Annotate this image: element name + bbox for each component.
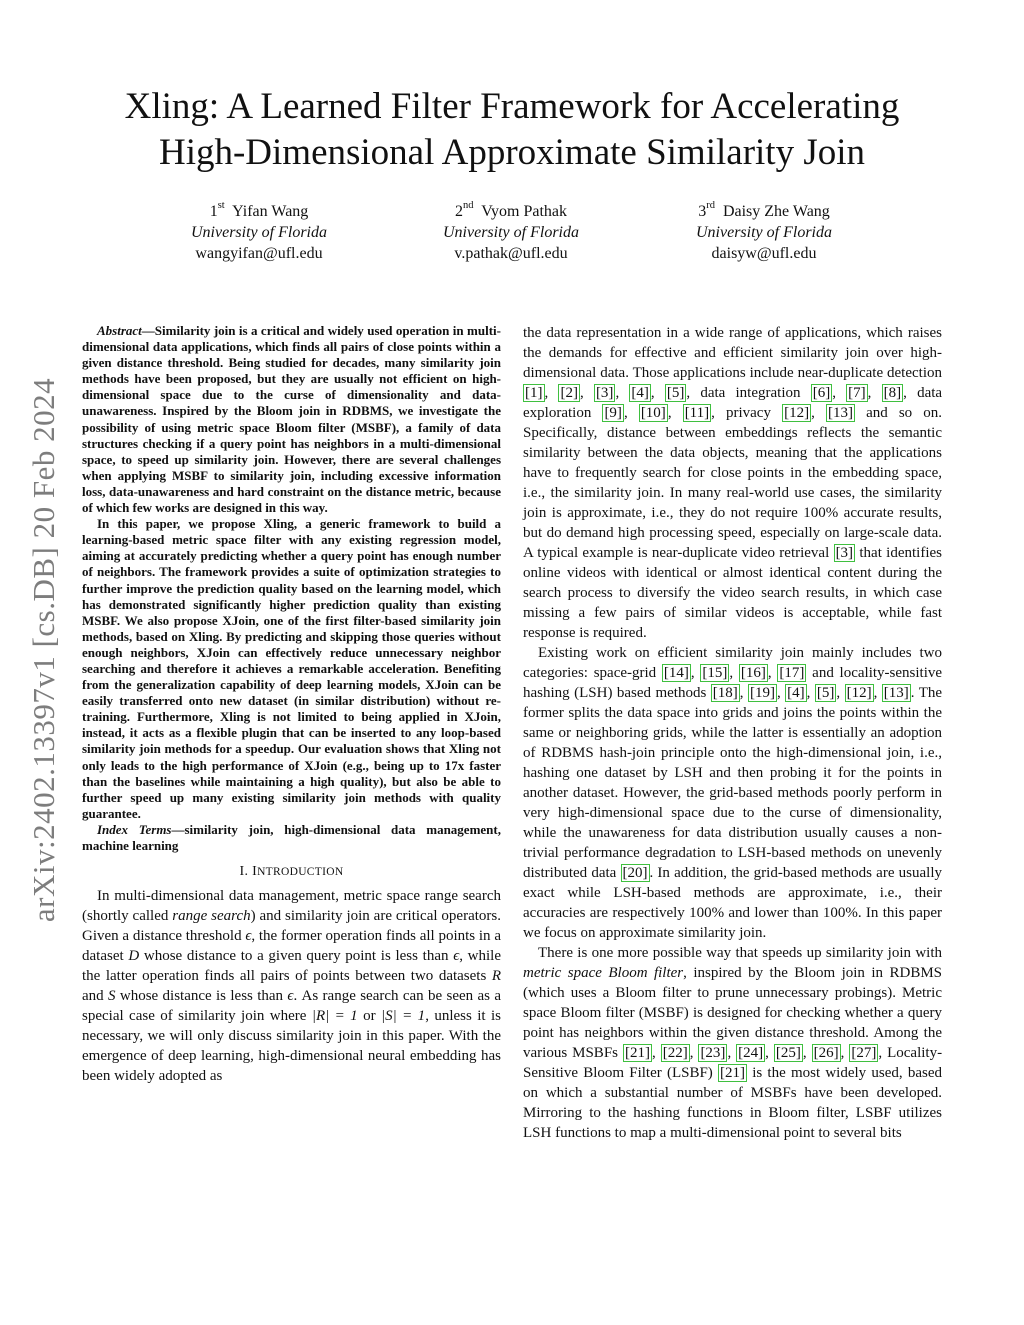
- citation-link[interactable]: [6]: [812, 385, 831, 401]
- right-column: [523, 323, 942, 1143]
- section-numeral: I.: [239, 864, 253, 880]
- abstract-paragraph-2: In this paper, we propose Xling, a generic framework to build a learning-based metric space filter with any existing regression model, aiming at accurately predicting whether a query point has enough number of neighbors. The framework provides a suite of optimization strategies to further improve the prediction quality based on the learning model, which has demonstrated significantly higher prediction quality than existing MSBF. We also propose XJoin, one of the first filter-based similarity join methods, based on Xling. By predicting and skipping those queries without enough neighbors, XJoin can effectively reduce unnecessary neighbor searching and therefore it achieves a remarkable acceleration. Benefiting from the generalization capability of deep learning models, XJoin can be easily transferred onto new dataset (in similar distribution) without re-training. Furthermore, Xling is not limited to being applied in XJoin, instead, it acts as a flexible plugin that can be inserted to any loop-based similarity join methods for a speedup. Our evaluation shows that Xling not only leads to the high performance of XJoin (e.g., being up to 17x faster than the baselines while maintaining a high quality), but also be able to further speed up many existing similarity join methods with quality guarantee.: [82, 516, 501, 821]
- citation-link[interactable]: [21]: [624, 1045, 650, 1061]
- math-R: R: [491, 968, 501, 985]
- math-D: D: [128, 948, 140, 965]
- citation-link[interactable]: [12]: [846, 685, 872, 701]
- title-line-2: High-Dimensional Approximate Similarity Join: [158, 132, 866, 173]
- citation-link[interactable]: [15]: [702, 665, 728, 681]
- citation-link[interactable]: [12]: [784, 405, 810, 421]
- left-column: [82, 323, 501, 1086]
- citation-link[interactable]: [13]: [883, 685, 909, 701]
- term-range-search: range search: [172, 908, 251, 925]
- citation-link[interactable]: [9]: [604, 405, 622, 421]
- author-1-ordinal-suffix: st: [217, 199, 225, 211]
- author-1-ordinal: 1: [209, 203, 218, 220]
- citation-link[interactable]: [18]: [712, 685, 738, 701]
- right-paragraph-3: There is one more possible way that speeds up similarity join with metric space Bloom filter, inspired by the Bloom join in RDBMS (which uses a Bloom filter to prune unnecessary probings). Metric space Bloom filter (MSBF) is designed for checking whether a query point has neighbors within the given distance threshold. Among the various MSBFs [21] , [22] , [23] , [24] , [25] , [26] , [27] , Locality-Sensitive Bloom Filter (LSBF) [21] is the most widely used, based on which a substantial number of MSBFs have been developed. Mirroring to the hashing functions in Bloom filter, LSBF utilizes LSH functions to map a multi-dimensional point to several bits: [523, 945, 943, 1141]
- citation-link[interactable]: [22]: [662, 1045, 688, 1061]
- citation-link[interactable]: [20]: [622, 865, 648, 881]
- citation-link[interactable]: [27]: [851, 1045, 877, 1061]
- citation-link[interactable]: [4]: [787, 685, 805, 701]
- author-3: [624, 201, 904, 264]
- citation-link[interactable]: [8]: [883, 385, 902, 401]
- citation-link[interactable]: [3]: [595, 385, 614, 401]
- arxiv-sidebar-stamp: [22, 330, 66, 970]
- citation-link[interactable]: [23]: [700, 1045, 726, 1061]
- paper-title: [60, 84, 964, 176]
- author-3-email: daisyw@ufl.edu: [711, 245, 817, 262]
- citation-link[interactable]: [5]: [816, 685, 835, 701]
- citation-link[interactable]: [21]: [720, 1065, 746, 1081]
- index-terms-text: —similarity join, high-dimensional data management, machine learning: [82, 821, 501, 853]
- section-heading-introduction: [82, 862, 501, 882]
- author-3-ordinal: 3: [698, 203, 707, 220]
- math-S: S: [108, 988, 116, 1005]
- math-epsilon: ϵ: [245, 928, 252, 945]
- right-paragraph-1: the data representation in a wide range of applications, which raises the demands for effective and efficient similarity join over high-dimensional data. Those applications include near-duplicate detection [1] , [2] , [3] , [4] , [5] , data integration [6] , [7] , [8] , data exploration [9] , [10] , [11] , privacy [12] , [13] and so on. Specifically, distance between embeddings reflects the semantic similarity between the data objects, meaning that the applications have to frequently search for close points in the embedding space, i.e., the similarity join. In many real-world use cases, the similarity join is approximate, i.e., they do not require 100% accurate results, but do demand high processing speed, especially on large-scale data. A typical example is near-duplicate video retrieval [3] that identifies online videos with identical or almost identical content during the search process to diversify the video search results, in which case missing a few pairs of similar videos is acceptable, while fast response is required.: [523, 325, 943, 641]
- author-1-email: wangyifan@ufl.edu: [195, 245, 323, 262]
- citation-link[interactable]: [16]: [740, 665, 766, 681]
- section-title-rest: NTRODUCTION: [257, 866, 344, 879]
- citation-link[interactable]: [13]: [827, 405, 853, 421]
- arxiv-id-text: arXiv:2402.13397v1 [cs.DB] 20 Feb 2024: [26, 377, 61, 923]
- term-metric-space-bloom-filter: metric space Bloom filter: [523, 965, 684, 981]
- citation-link[interactable]: [17]: [779, 665, 805, 681]
- abstract-paragraph-1: [82, 323, 501, 516]
- citation-link[interactable]: [4]: [631, 385, 649, 401]
- author-2-email: v.pathak@ufl.edu: [454, 245, 568, 262]
- citation-link[interactable]: [25]: [775, 1045, 801, 1061]
- math-epsilon: ϵ: [453, 948, 460, 965]
- citation-link[interactable]: [19]: [749, 685, 775, 701]
- index-terms: [82, 822, 501, 854]
- author-2-affiliation: University of Florida: [443, 224, 579, 241]
- index-terms-label: Index Terms: [97, 821, 172, 837]
- citation-link[interactable]: [7]: [848, 385, 866, 401]
- citation-link[interactable]: [24]: [738, 1045, 764, 1061]
- abstract: [82, 323, 501, 854]
- abstract-text-1: —Similarity join is a critical and widely used operation in multi-dimensional data applications, which finds all pairs of close points within a given distance threshold. Being studied for decades, many similarity join methods have been proposed, but they are usually not efficient on high-dimensional space due to the curse of dimensionality and data-unawareness. Inspired by the Bloom join in RDBMS, we investigate the possibility of using metric space Bloom filter (MSBF), a family of data structures checking if a query point has neighbors in a multi-dimensional space, to speed up similarity join. However, there are several challenges when applying MSBF to similarity join, including excessive information loss, data-unawareness and hard constraint on the distance metric, because of which few works are designed in this way.: [82, 323, 501, 516]
- citation-link[interactable]: [5]: [666, 385, 685, 401]
- citation-link[interactable]: [10]: [640, 405, 666, 421]
- author-2-ordinal: 2: [455, 203, 463, 220]
- citation-link[interactable]: [11]: [684, 405, 710, 421]
- math-R-card: |R| = 1: [311, 1008, 358, 1025]
- author-1: [119, 201, 399, 264]
- intro-paragraph-1: In multi-dimensional data management, metric space range search (shortly called range search) and similarity join are critical operators. Given a distance threshold ϵ, the former operation finds all points in a dataset D whose distance to a given query point is less than ϵ, while the latter operation finds all pairs of points between two datasets R and S whose distance is less than ϵ. As range search can be seen as a special case of similarity join where |R| = 1 or |S| = 1, unless it is necessary, we will only discuss similarity join in this paper. With the emergence of deep learning, high-dimensional neural embedding has been widely adopted as: [82, 888, 501, 1085]
- author-3-name: Daisy Zhe Wang: [722, 203, 830, 220]
- math-epsilon: ϵ: [287, 988, 294, 1005]
- math-S-card: |S| = 1: [381, 1008, 426, 1025]
- author-1-affiliation: University of Florida: [191, 224, 327, 241]
- author-1-name: Yifan Wang: [232, 203, 309, 220]
- abstract-label: Abstract: [97, 323, 142, 338]
- citation-link[interactable]: [1]: [525, 385, 543, 401]
- citation-link[interactable]: [2]: [560, 385, 578, 401]
- author-3-affiliation: University of Florida: [696, 224, 832, 241]
- section-title-initial: I: [252, 864, 258, 880]
- author-2-ordinal-suffix: nd: [463, 199, 474, 211]
- citation-link[interactable]: [14]: [663, 665, 689, 681]
- author-2: [371, 201, 651, 264]
- citation-link[interactable]: [3]: [835, 545, 854, 561]
- author-3-ordinal-suffix: rd: [706, 199, 715, 211]
- title-line-1: Xling: A Learned Filter Framework for Accelerating: [124, 86, 900, 127]
- citation-link[interactable]: [26]: [813, 1045, 839, 1061]
- author-2-name: Vyom Pathak: [481, 203, 567, 220]
- right-paragraph-2: Existing work on efficient similarity join mainly includes two categories: space-grid [14] , [15] , [16] , [17] and locality-sensitive hashing (LSH) based methods [18] , [19] , [4] , [5] , [12] , [13] . The former splits the data space into grids and joins the points within the same or neighboring grids, while the latter is essentially an adoption of RDBMS hash-join principle onto the high-dimensional join, i.e., hashing one dataset by LSH and then probing it for the points in another dataset. However, the grid-based methods poorly perform in very high-dimensional space due to the curse of dimensionality, while the unawareness for data distribution usually causes a non-trivial performance degradation to LSH-based methods on unevenly distributed data [20] . In addition, the grid-based methods are usually exact while LSH-based methods are approximate, i.e., their accuracies are respectively 100% and lower than 100%. In this paper we focus on approximate similarity join.: [523, 645, 943, 941]
